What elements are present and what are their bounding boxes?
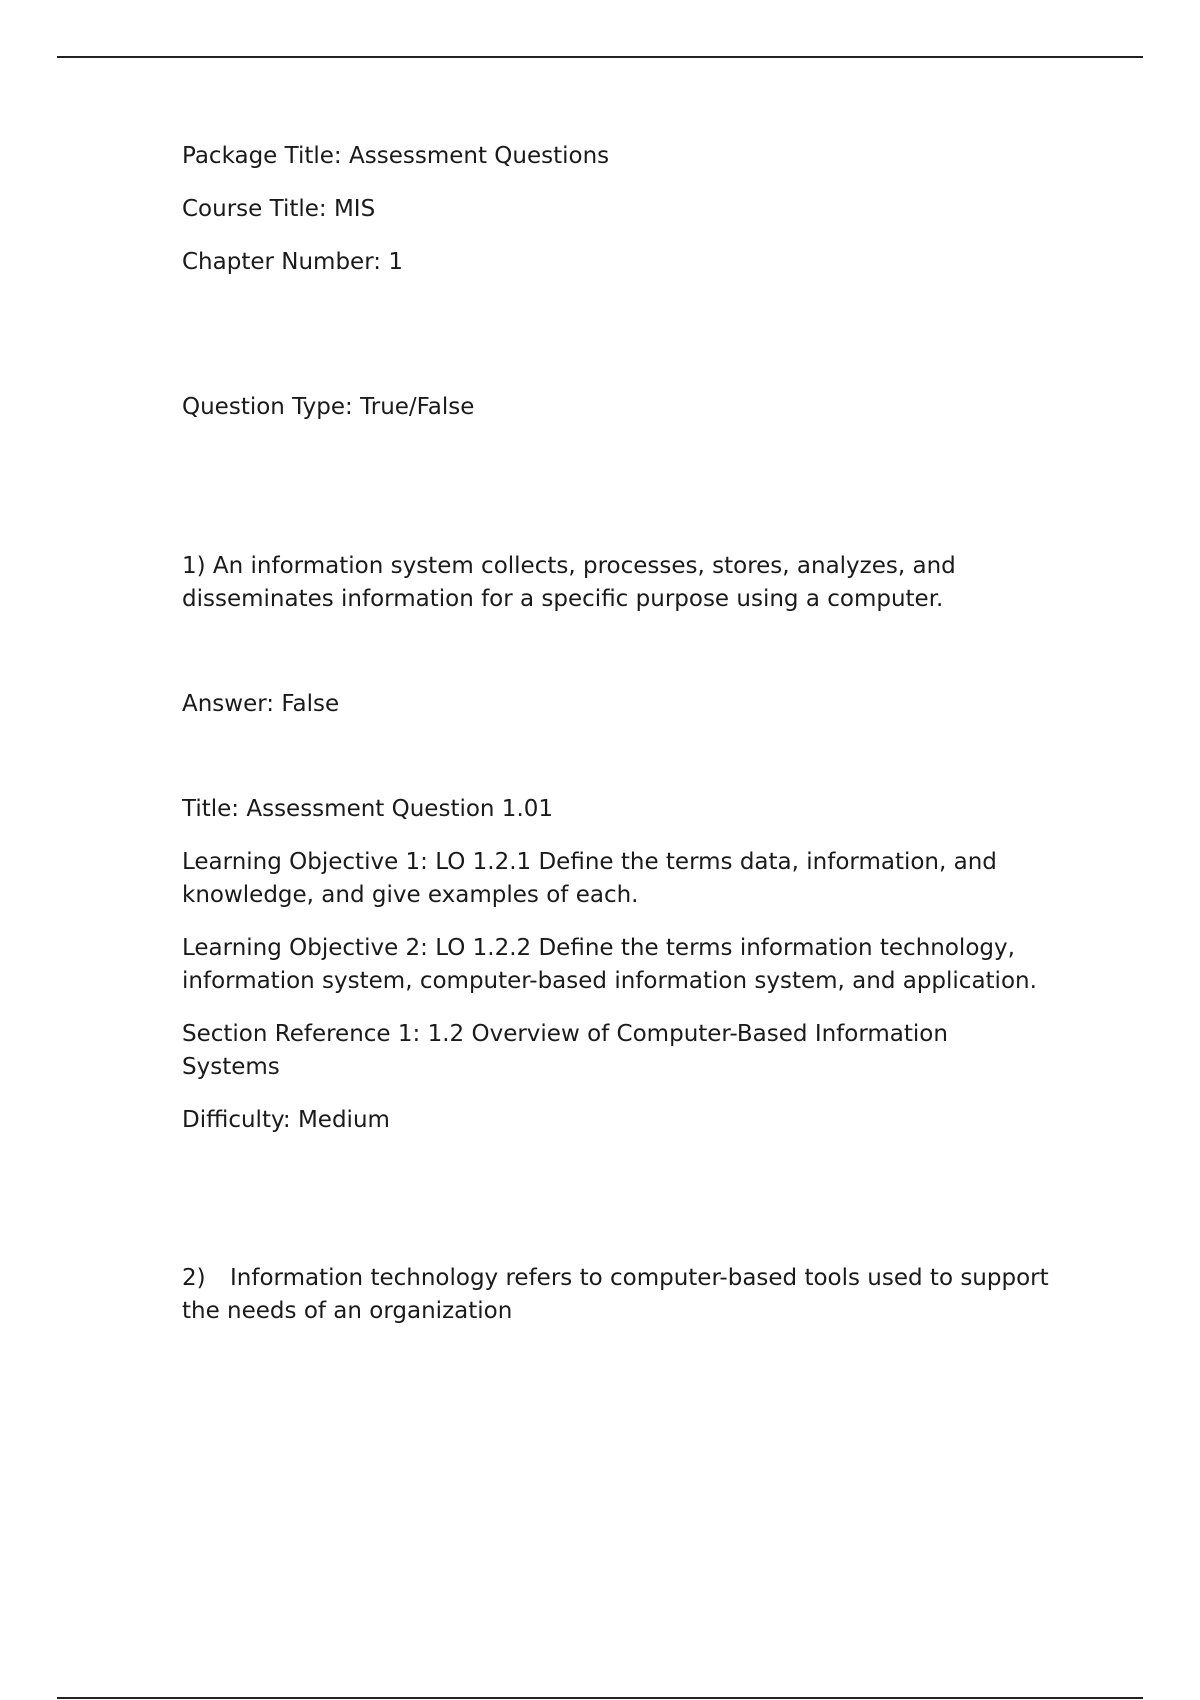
package-title: Package Title: Assessment Questions [182, 143, 610, 169]
question-1-answer: Answer: False [182, 691, 340, 717]
question-2 [182, 1262, 1052, 1328]
question-1-learning-objective-1: Learning Objective 1: LO 1.2.1 Define the terms data, information, and knowledge, and give examples of each. [182, 849, 997, 908]
question-1-learning-objective-2: Learning Objective 2: LO 1.2.2 Define the terms information technology, information system, computer-based information system, and application. [182, 935, 1037, 994]
question-type: Question Type: True/False [182, 394, 475, 420]
question-1-difficulty: Difficulty: Medium [182, 1107, 390, 1133]
question-1-text: An information system collects, processes, stores, analyzes, and disseminates information for a specific purpose using a computer. [182, 553, 956, 612]
question-1 [182, 550, 1052, 616]
question-2-number: 2) [182, 1265, 206, 1291]
question-1-number: 1) [182, 553, 206, 579]
bottom-divider [57, 1697, 1143, 1699]
question-2-text: Information technology refers to computer-based tools used to support the needs of an organization [182, 1265, 1049, 1324]
course-title: Course Title: MIS [182, 196, 376, 222]
chapter-number: Chapter Number: 1 [182, 249, 403, 275]
document-body [182, 140, 1052, 1328]
question-1-section-reference: Section Reference 1: 1.2 Overview of Computer-Based Information Systems [182, 1021, 948, 1080]
question-1-title: Title: Assessment Question 1.01 [182, 796, 554, 822]
top-divider [57, 56, 1143, 58]
